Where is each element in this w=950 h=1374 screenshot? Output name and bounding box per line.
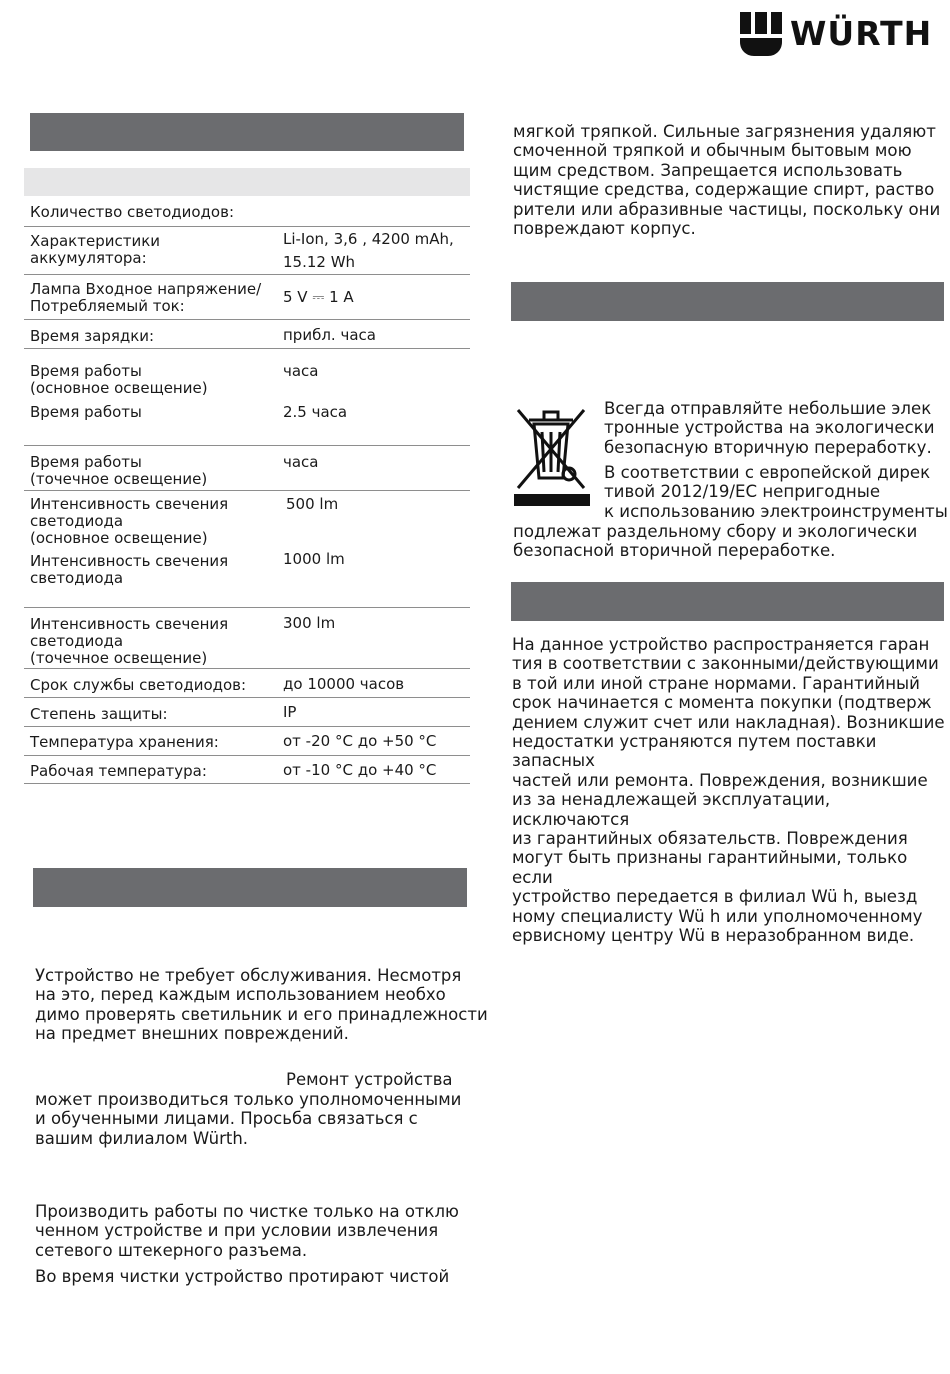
disposal-paragraph: подлежат раздельному сбору и экологически безопасной вторичной переработке.: [513, 522, 918, 561]
spec-value: до 10000 часов: [283, 675, 405, 693]
spec-value: часа: [283, 362, 319, 380]
spec-label: Степень защиты:: [30, 705, 168, 723]
table-row: [24, 446, 470, 491]
spec-label: Температура хранения:: [30, 733, 219, 751]
table-row: [24, 198, 470, 227]
maintenance-paragraph: Устройство не требует обслуживания. Несмотря на это, перед каждым использованием необхо димо проверять светильник и его принадлежности на предмет внешних повреждений.: [35, 966, 488, 1044]
table-row: [24, 491, 470, 608]
spec-value: часа: [283, 453, 319, 471]
spec-value: от -20 °C до +50 °C: [283, 732, 437, 750]
spec-table: [24, 198, 470, 788]
table-row: [24, 698, 470, 727]
spec-label: Срок службы светодиодов:: [30, 676, 247, 694]
section-header-bar: [33, 868, 467, 907]
spec-label: Интенсивность свечения светодиода: [30, 552, 229, 587]
wurth-logo-icon: [740, 12, 782, 56]
cleaning-paragraph: Производить работы по чистке только на отклю ченном устройстве и при условии извлечения сетевого штекерного разъема.: [35, 1202, 459, 1260]
table-row: [24, 669, 470, 698]
spec-label: Характеристики аккумулятора:: [30, 232, 161, 267]
spec-value: 300 lm: [283, 614, 336, 632]
section-header-bar: [511, 582, 944, 621]
spec-label: Время работы (основное освещение): [30, 362, 208, 397]
brand-name: WÜRTH: [790, 14, 933, 53]
spec-value: 500 lm: [286, 495, 339, 513]
table-row: [24, 226, 470, 275]
warranty-paragraph: На данное устройство распространяется гаран тия в соответствии с законными/действующими в той или иной стране нормами. Гарантийный срок начинается с момента покупки (подтверж дением служит счет или накладная). Возникшие недостатки устраняются путем поставки запасных частей или ремонта. Повреждения, возникшие из за ненадлежащей эксплуатации, исключаются из гарантийных обязательств. Повреждения могут быть признаны гарантийными, только если устройство передается в филиал Wü h, выезд ному специалисту Wü h или уполномоченному ервисному центру Wü в неразобранном виде.: [512, 635, 945, 946]
cleaning-continued-paragraph: мягкой тряпкой. Сильные загрязнения удаляют смоченной тряпкой и обычным бытовым мою щим средством. Запрещается использовать чистящие средства, содержащие спирт, раство рители или абразивные частицы, поскольку они повреждают корпус.: [513, 122, 941, 239]
spec-label: Рабочая температура:: [30, 762, 207, 780]
spec-label: Время работы: [30, 403, 142, 421]
spec-label: Время зарядки:: [30, 327, 155, 345]
table-row: [24, 275, 470, 320]
crossed-bin-icon: [512, 402, 592, 508]
table-row: [24, 608, 470, 669]
disposal-paragraph: В соответствии с европейской дирек тивой 2012/19/EC непригодные к использованию электроинструменты: [604, 463, 948, 521]
section-header-bar: [511, 282, 944, 321]
disposal-paragraph: Всегда отправляйте небольшие элек тронные устройства на экологически безопасную вторичную переработку.: [604, 399, 935, 457]
spec-label: Количество светодиодов:: [30, 203, 234, 221]
repair-paragraph: может производиться только уполномоченными и обученными лицами. Просьба связаться с вашим филиалом Würth.: [35, 1090, 462, 1148]
table-row: [24, 320, 470, 349]
section-header-bar: [30, 113, 464, 151]
table-row: [24, 756, 470, 784]
spec-value: от -10 °C до +40 °C: [283, 761, 437, 779]
table-row: [24, 727, 470, 756]
spec-value: 5 V ⎓ 1 A: [283, 288, 354, 306]
spec-value: 1000 lm: [283, 550, 345, 568]
spec-label: Лампа Входное напряжение/ Потребляемый ток:: [30, 280, 262, 315]
table-row: [24, 349, 470, 446]
spec-label: Интенсивность свечения светодиода (основное освещение): [30, 495, 229, 547]
repair-heading-text: Ремонт устройства: [286, 1070, 453, 1089]
cleaning-paragraph-cont: Во время чистки устройство протирают чистой: [35, 1267, 450, 1286]
spec-label: Интенсивность свечения светодиода (точечное освещение): [30, 615, 229, 667]
spec-value: прибл. часа: [283, 326, 376, 344]
spec-value: 2.5 часа: [283, 403, 348, 421]
spec-value: IP: [283, 703, 297, 721]
spec-label: Время работы (точечное освещение): [30, 453, 208, 488]
spec-value: Li-Ion, 3,6 , 4200 mAh, 15.12 Wh: [283, 230, 454, 271]
table-subheader-bar: [24, 168, 470, 196]
